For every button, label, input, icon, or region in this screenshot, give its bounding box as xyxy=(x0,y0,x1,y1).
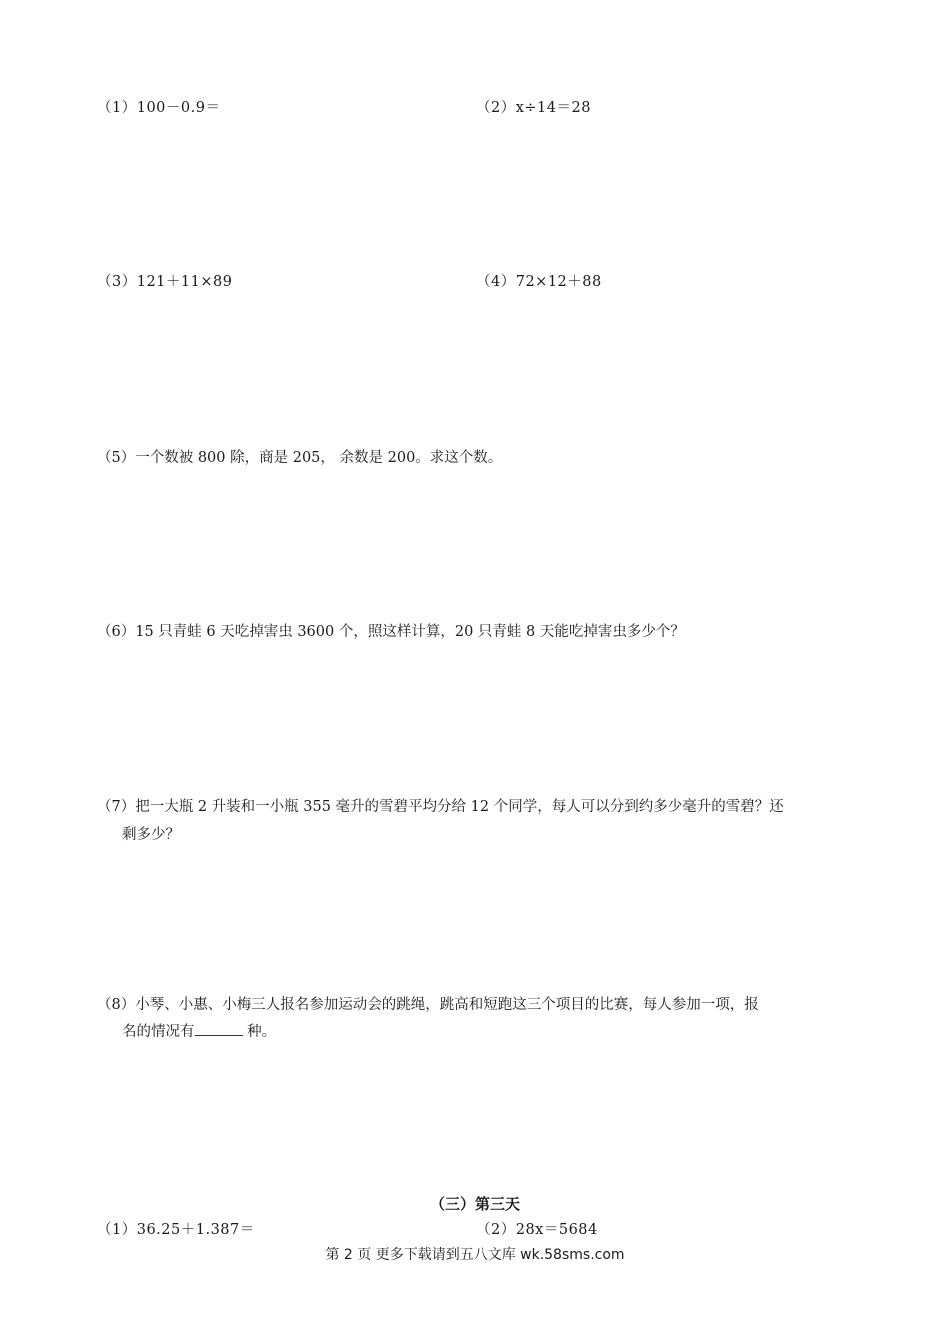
question-8-text-after: 种。 xyxy=(242,1024,277,1040)
section-title-day-3: （三）第三天 xyxy=(429,1195,520,1213)
question-8-line-1: （8）小琴、小惠、小梅三人报名参加运动会的跳绳，跳高和短跑这三个项目的比赛，每人参加一项，报 xyxy=(97,997,759,1013)
question-4: （4）72×12＋88 xyxy=(476,274,602,290)
question-7-line-2: 剩多少？ xyxy=(122,827,180,843)
question-5: （5）一个数被 800 除，商是 205， 余数是 200。求这个数。 xyxy=(97,450,503,466)
day3-question-2: （2）28x＝5684 xyxy=(476,1222,598,1238)
question-2: （2）x÷14＝28 xyxy=(476,100,591,116)
question-7-line-1: （7）把一大瓶 2 升装和一小瓶 355 毫升的雪碧平均分给 12 个同学，每人可以分到约多少毫升的雪碧？还 xyxy=(97,799,784,815)
question-3: （3）121＋11×89 xyxy=(97,274,233,290)
question-8-text-before: 名的情况有 xyxy=(122,1024,195,1040)
day3-question-1: （1）36.25＋1.387＝ xyxy=(97,1222,255,1238)
page-footer: 第 2 页 更多下载请到五八文库 wk.58sms.com xyxy=(325,1247,625,1263)
answer-blank[interactable] xyxy=(195,1021,243,1036)
question-1: （1）100－0.9＝ xyxy=(97,100,221,116)
question-8-line-2 xyxy=(122,1021,276,1042)
question-6: （6）15 只青蛙 6 天吃掉害虫 3600 个，照这样计算，20 只青蛙 8 天能吃掉害虫多少个？ xyxy=(97,624,685,640)
